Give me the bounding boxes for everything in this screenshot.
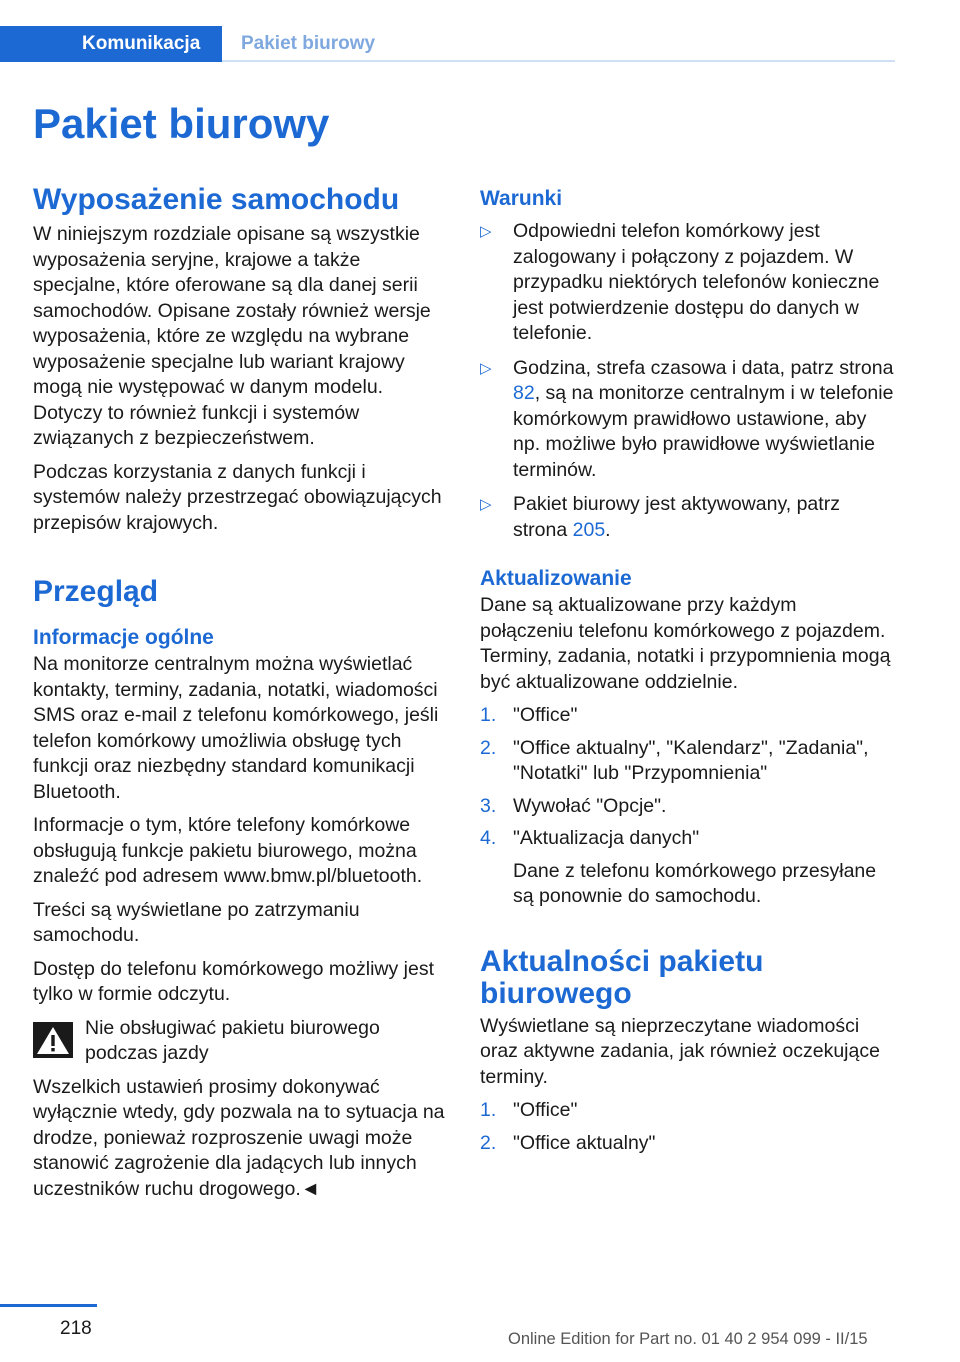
section-tab[interactable]: Pakiet biurowy: [241, 33, 376, 54]
update-steps: [480, 703, 895, 910]
news-steps: [480, 1098, 895, 1156]
page-title: Pakiet biurowy: [33, 100, 330, 147]
warning-text: Wszelkich ustawień prosimy dokonywać wyłącznie wtedy, gdy pozwala na to sytuacja na drodze, ponieważ rozproszenie uwagi może stanowić zagrożenie dla jadących lub innych uczestników ruchu drogowego.◄: [33, 1075, 445, 1200]
left-column: [33, 182, 453, 1210]
step-number: 4.: [480, 827, 497, 849]
subsection-title-conditions: Warunki: [480, 187, 563, 210]
paragraph: Na monitorze centralnym można wyświetlać kontakty, terminy, zadania, notatki, wiadomości SMS oraz e-mail z telefonu komórkowego, jeśli telefon komórkowy umożliwia obsługę tych funkcji oraz niezbędny standard komunikacji Bluetooth.: [33, 653, 439, 803]
paragraph: Treści są wyświetlane po zatrzymaniu samochodu.: [33, 898, 360, 946]
right-column: [480, 185, 895, 1163]
page-header: [0, 26, 895, 62]
step-text: "Office aktualny", "Kalendarz", "Zadania", "Notatki" lub "Przypomnienia": [513, 736, 869, 784]
paragraph: W niniejszym rozdziale opisane są wszystkie wyposażenia seryjne, krajowe a także specjalne, które oferowane są dla danej serii samochodów. Opisane zostały również wersje wyposażenia, które ze względu na wybrane wyposażenie specjalne lub wariant krajowy mogą nie występować w danym modelu. Dotyczy to również funkcji i systemów związanych z bezpieczeństwem.: [33, 223, 431, 449]
subsection-title-update: Aktualizowanie: [480, 567, 632, 590]
paragraph: Dostęp do telefonu komórkowego możliwy jest tylko w formie odczytu.: [33, 957, 435, 1005]
step-item: [480, 826, 895, 910]
edition-footer: Online Edition for Part no. 01 40 2 954 099 - II/15: [508, 1330, 868, 1348]
paragraph: Podczas korzystania z danych funkcji i systemów należy przestrzegać obowiązujących przepisów krajowych.: [33, 460, 442, 534]
step-number: 2.: [480, 736, 497, 759]
subsection-title-general: Informacje ogólne: [33, 626, 214, 649]
paragraph: Informacje o tym, które telefony komórkowe obsługują funkcje pakietu biurowego, można znaleźć pod adresem www.bmw.pl/bluetooth.: [33, 814, 423, 887]
section-title-office-news: Aktualności pakietu biurowego: [480, 944, 764, 1010]
step-text: "Office aktualny": [513, 1131, 656, 1154]
step-number: 1.: [480, 704, 497, 726]
step-item: [480, 1131, 895, 1157]
warning-note: [33, 1016, 453, 1067]
list-item: [480, 492, 895, 543]
step-result: Dane z telefonu komórkowego przesyłane są ponownie do samochodu.: [513, 859, 877, 907]
conditions-list: [480, 219, 895, 543]
step-number: 2.: [480, 1131, 497, 1154]
step-text: "Office": [513, 704, 578, 726]
page-number: 218: [60, 1318, 92, 1339]
list-item-text: , są na monitorze centralnym i w telefonie komórkowym prawidłowo ustawione, aby np. możliwe było prawidłowe wyświetlanie terminów.: [513, 382, 894, 481]
step-text: "Aktualizacja danych": [513, 827, 700, 849]
step-number: 3.: [480, 794, 497, 817]
triangle-bullet-icon: ▷: [480, 359, 492, 377]
list-item-text: Pakiet biurowy jest aktywowany, patrz strona: [513, 493, 840, 541]
step-number: 1.: [480, 1099, 497, 1121]
list-item: [480, 219, 895, 347]
section-title-overview: Przegląd: [33, 575, 159, 608]
triangle-bullet-icon: ▷: [480, 223, 492, 240]
step-text: Wywołać "Opcje".: [513, 794, 667, 817]
step-item: [480, 736, 895, 787]
page-reference-link[interactable]: 82: [513, 382, 535, 404]
step-item: [480, 1098, 895, 1124]
list-item: [480, 356, 895, 484]
warning-triangle-icon: [33, 1022, 73, 1058]
header-rule: [222, 60, 895, 62]
step-text: "Office": [513, 1099, 578, 1121]
page-reference-link[interactable]: 205: [572, 518, 606, 541]
list-item-text: .: [605, 518, 611, 541]
chapter-tab[interactable]: Komunikacja: [0, 26, 222, 62]
footer-rule: [0, 1304, 97, 1307]
list-item-text: Odpowiedni telefon komórkowy jest zalogowany i połączony z pojazdem. W przypadku niektórych telefonów konieczne jest potwierdzenie dostępu do danych w telefonie.: [513, 220, 880, 344]
paragraph: Wyświetlane są nieprzeczytane wiadomości oraz aktywne zadania, jak również oczekujące terminy.: [480, 1014, 880, 1088]
paragraph: Dane są aktualizowane przy każdym połączeniu telefonu komórkowego z pojazdem. Terminy, zadania, notatki i przypomnienia mogą być aktualizowane oddzielnie.: [480, 594, 891, 693]
list-item-text: Godzina, strefa czasowa i data, patrz strona: [513, 356, 894, 379]
triangle-bullet-icon: ▷: [480, 496, 492, 513]
section-title-equipment: Wyposażenie samochodu: [33, 183, 400, 216]
step-item: [480, 794, 895, 820]
warning-title: Nie obsługiwać pakietu biurowego podczas jazdy: [85, 1016, 380, 1064]
step-item: [480, 703, 895, 729]
